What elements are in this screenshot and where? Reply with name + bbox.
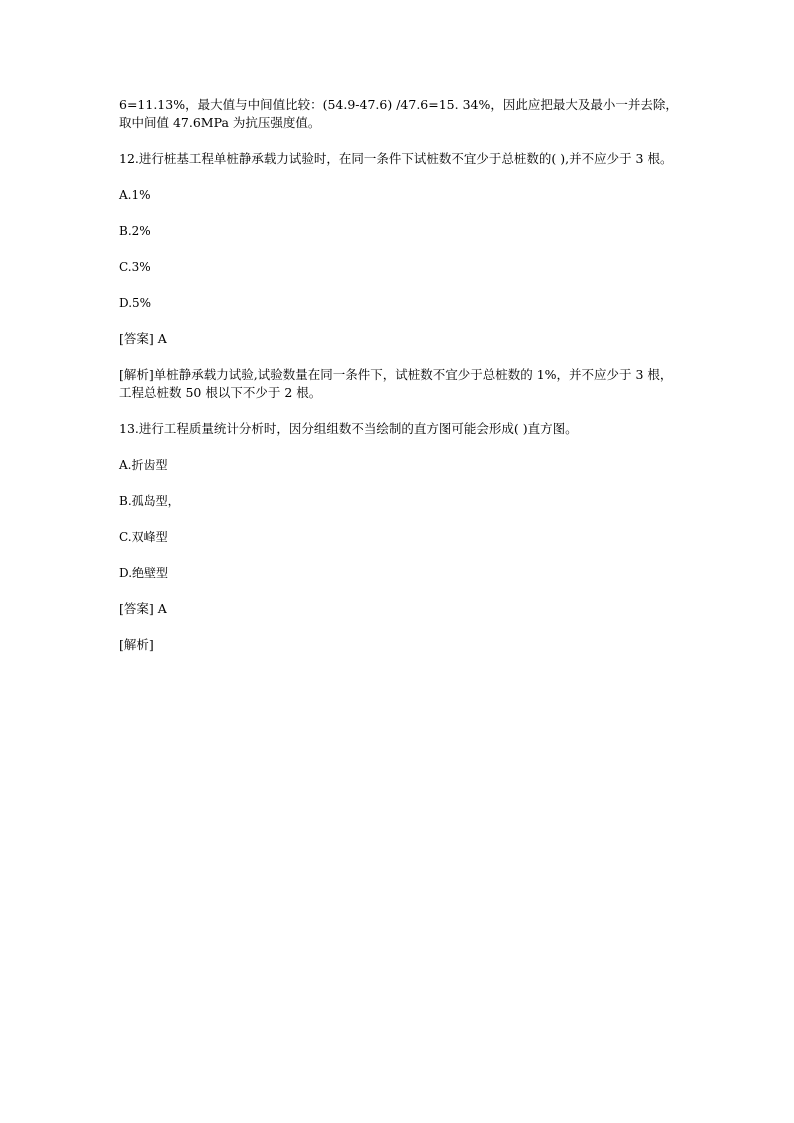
question-12-option-d: D.5% (119, 296, 152, 310)
question-13-option-b: B.孤岛型， (119, 494, 180, 508)
question-13-option-c: C.双峰型 (119, 530, 168, 544)
analysis-continuation: 6=11.13%，最大值与中间值比较：(54.9-47.6) /47.6=15. 34%，因此应把最大及最小一并去除，取中间值 47.6MPa 为抗压强度值。 (119, 97, 678, 130)
question-12-option-b: B.2% (119, 224, 151, 238)
question-12-answer: [答案] A (119, 331, 167, 346)
question-12-text: 12.进行桩基工程单桩静承载力试验时，在同一条件下试桩数不宜少于总桩数的( ),并不应少于 3 根。 (119, 151, 673, 166)
question-12-option-c: C.3% (119, 260, 151, 274)
question-13-option-d: D.绝壁型 (119, 566, 169, 580)
question-12-option-a: A.1% (119, 188, 151, 202)
question-13-answer: [答案] A (119, 601, 167, 616)
question-12-analysis: [解析]单桩静承载力试验,试验数量在同一条件下，试桩数不宜少于总桩数的 1%，并不应少于 3 根，工程总桩数 50 根以下不少于 2 根。 (119, 367, 673, 400)
document-page (119, 96, 679, 672)
question-13-analysis: [解析] (119, 637, 154, 652)
question-13-text: 13.进行工程质量统计分析时，因分组组数不当绘制的直方图可能会形成( )直方图。 (119, 421, 578, 436)
question-13-option-a: A.折齿型 (119, 458, 168, 472)
